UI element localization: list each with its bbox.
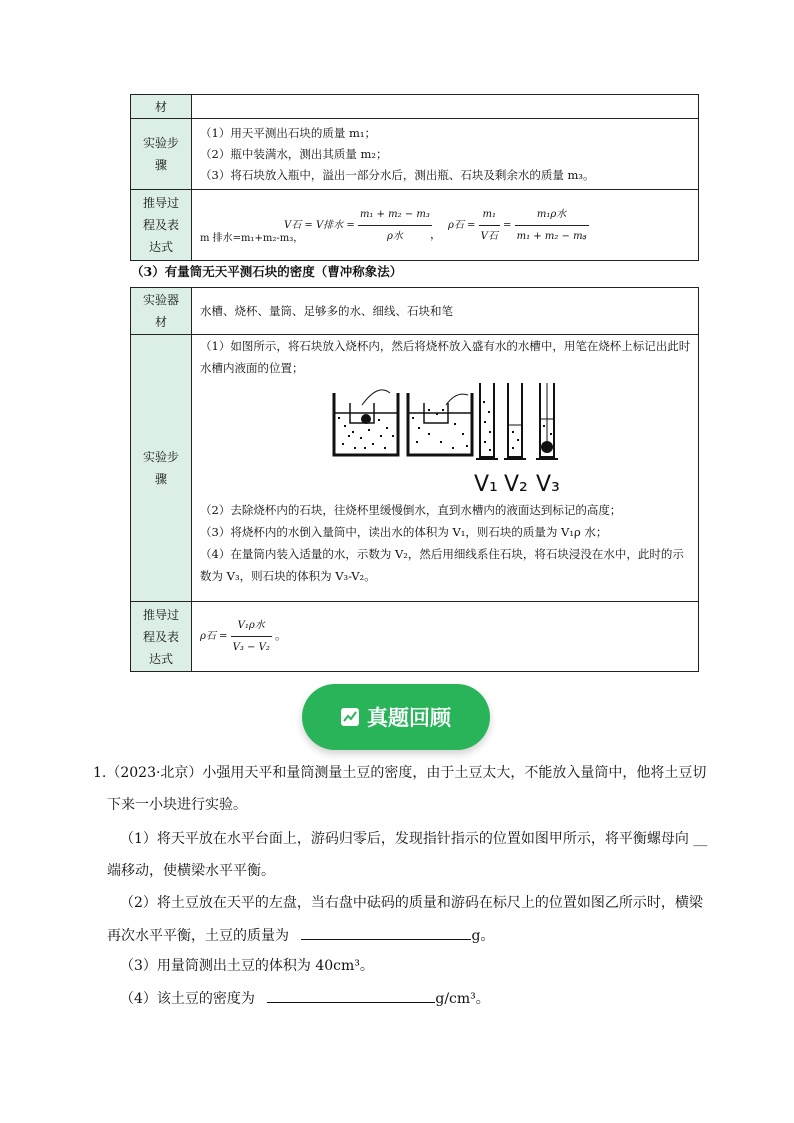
- part-4-unit: g/cm³。: [435, 991, 490, 1007]
- step-2-text: （2）瓶中装满水，测出其质量 m₂；: [200, 146, 388, 161]
- steps-label-cell-2: [131, 335, 192, 602]
- part-2-line-b: [107, 925, 494, 946]
- density-fraction-1: [479, 204, 500, 247]
- formula-end: 。: [582, 227, 594, 241]
- density-equals: =: [503, 220, 512, 231]
- part-2-line-a: （2）将土豆放在天平的左盘，当右盘中砝码的质量和游码在标尺上的位置如图乙所示时，横梁: [120, 895, 703, 911]
- density-denominator-2: m₁ + m₂ − m₃: [516, 231, 587, 242]
- density-numerator-3: V₁ρ水: [231, 615, 272, 637]
- density-denominator-3: V₃ − V₂: [232, 642, 270, 653]
- density-formula-left: ρ石 =: [448, 220, 476, 231]
- derive-cell: [192, 190, 699, 261]
- cylinder-1: [476, 383, 498, 459]
- method-table-1: [130, 94, 699, 261]
- step-1-text: （1）用天平测出石块的质量 m₁；: [200, 125, 376, 140]
- steps-cell: [192, 119, 699, 190]
- question-line-2: 下来一小块进行实验。: [107, 797, 247, 813]
- question-line-1: 1.（2023·北京）小强用天平和量筒测量土豆的密度，由于土豆太大，不能放入量筒中，他将土豆切: [93, 765, 707, 781]
- method-table-2: [130, 287, 699, 672]
- derive-label-2: 推导过程及表达式: [142, 607, 179, 666]
- part-3-line: （3）用量筒测出土豆的体积为 40cm³。: [120, 958, 374, 974]
- steps-label-cell: [131, 119, 192, 190]
- formula-separator: ，: [430, 227, 442, 241]
- formula-end-2: 。: [275, 628, 287, 642]
- derive-prefix: m 排水=m₁+m₂-m₃，: [200, 233, 304, 244]
- derive-cell-2: [192, 602, 699, 672]
- density-formula: [448, 204, 589, 247]
- density-numerator-2: m₁ρ水: [515, 204, 589, 226]
- label-v2: V₂: [504, 472, 528, 497]
- density-numerator-1: m₁: [479, 204, 500, 226]
- density-fraction-3: [231, 615, 272, 658]
- cylinder-1-water: [483, 401, 491, 451]
- answer-blank-density[interactable]: [267, 988, 435, 1003]
- density-formula-2: [200, 620, 275, 653]
- steps-cell-2: [192, 335, 699, 602]
- part-1-line-a: （1）将天平放在水平台面上，游码归零后，发现指针指示的位置如图甲所示，将平衡螺母向 __: [120, 831, 708, 847]
- volume-fraction: [358, 204, 432, 247]
- cylinder-2: [504, 383, 526, 459]
- volume-formula: [284, 204, 432, 247]
- derive-label-cell: [131, 190, 192, 261]
- water-tank-2: [408, 393, 472, 455]
- volume-formula-left: V石 = V排水 =: [284, 220, 355, 231]
- step-3-text-2: （3）将烧杯内的水倒入量筒中，读出水的体积为 V₁，则石块的质量为 V₁ρ 水；: [200, 525, 608, 539]
- water-pattern-2: [412, 409, 468, 449]
- part-4-line: [120, 988, 490, 1009]
- material-label-2: 实验器材: [142, 293, 179, 329]
- section-3-title: （3）有量筒无天平测石块的密度（曹冲称象法）: [131, 264, 403, 279]
- density-formula-2-left: ρ石 =: [200, 631, 228, 642]
- step-3-text: （3）将石块放入瓶中，溢出一部分水后，测出瓶、石块及剩余水的质量 m₃。: [200, 167, 595, 182]
- material-label-cell-2: [131, 288, 192, 335]
- step-4-text-2: （4）在量筒内装入适量的水，示数为 V₂，然后用细线系住石块，将石块浸没在水中，此时的示数为 V₃，则石块的体积为 V₃-V₂。: [200, 547, 684, 583]
- density-denominator-1: V石: [480, 231, 498, 242]
- experiment-figure-svg: [328, 383, 608, 503]
- chart-icon: [341, 708, 359, 726]
- part-2-unit: g。: [471, 928, 495, 944]
- density-fraction-2: [515, 204, 589, 247]
- material-label: 材: [154, 99, 167, 114]
- material-label-cell: [131, 95, 192, 119]
- experiment-figure: [200, 379, 698, 499]
- material-content-cell: [192, 95, 699, 119]
- derive-label: 推导过程及表达式: [142, 196, 179, 254]
- part-2-text: 再次水平平衡，土豆的质量为: [107, 928, 289, 944]
- material-text-cell: [192, 288, 699, 335]
- step-1-text-2: （1）如图所示，将石块放入烧杯内，然后将烧杯放入盛有水的水槽中，用笔在烧杯上标记出此时水槽内液面的位置；: [200, 339, 691, 375]
- review-button-label: 真题回顾: [367, 706, 451, 730]
- volume-numerator: m₁ + m₂ − m₃: [358, 204, 432, 226]
- label-v3: V₃: [536, 472, 560, 497]
- part-4-text: （4）该土豆的密度为: [120, 991, 255, 1007]
- steps-label-2: 实验步骤: [142, 450, 179, 486]
- step-2-text-2: （2）去除烧杯内的石块，往烧杯里缓慢倒水，直到水槽内的液面达到标记的高度；: [200, 503, 622, 517]
- water-tank-1: [334, 390, 398, 455]
- cylinder-3: [536, 383, 558, 459]
- label-v1: V₁: [474, 472, 498, 497]
- review-button[interactable]: [302, 684, 490, 750]
- answer-blank-mass[interactable]: [301, 925, 471, 940]
- part-1-line-b: 端移动，使横梁水平平衡。: [107, 863, 275, 879]
- cylinder-2-water: [512, 431, 519, 449]
- derive-label-cell-2: [131, 602, 192, 672]
- material-text: 水槽、烧杯、量筒、足够多的水、细线、石块和笔: [200, 303, 453, 318]
- steps-label: 实验步骤: [142, 136, 179, 172]
- volume-denominator: ρ水: [386, 231, 403, 242]
